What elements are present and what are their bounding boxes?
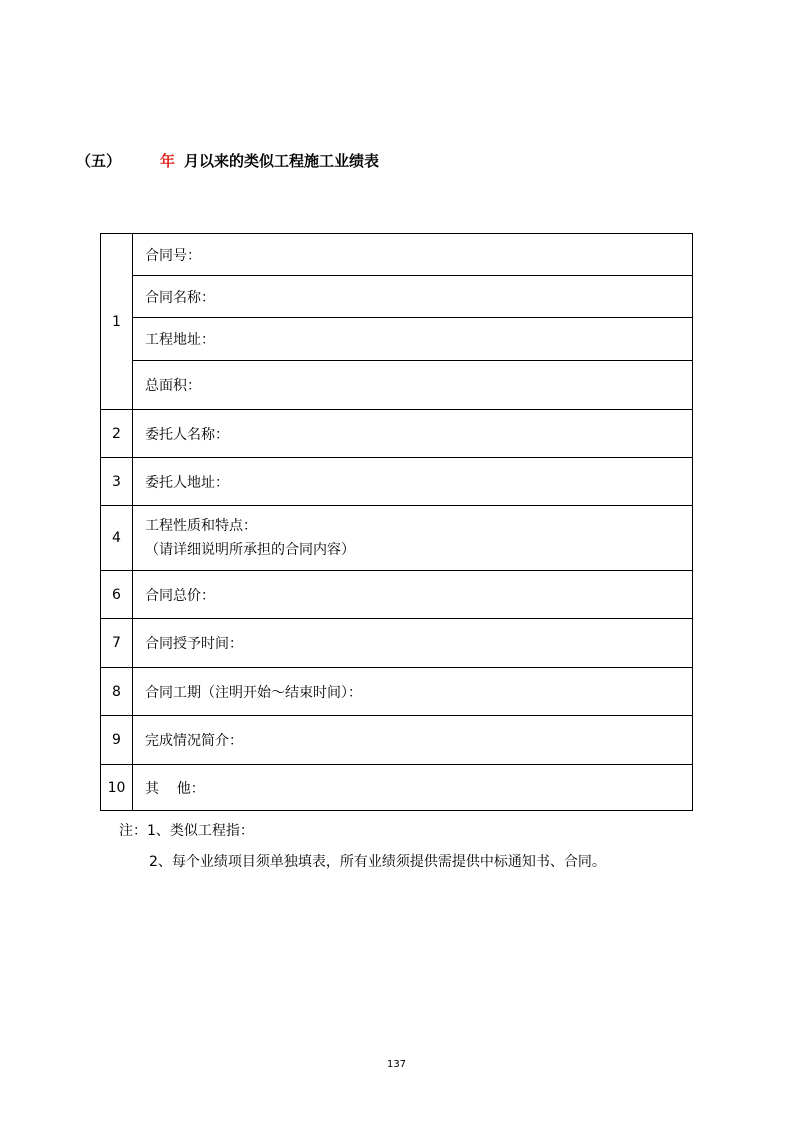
project-nature-hint: （请详细说明所承担的合同内容） [145, 542, 355, 558]
table-row [101, 234, 693, 276]
table-row [101, 716, 693, 765]
year-placeholder: 年 [160, 152, 176, 170]
row-number: 8 [101, 668, 133, 716]
project-address-field: 工程地址： [133, 318, 693, 361]
project-nature-label: 工程性质和特点： [145, 518, 257, 534]
table-row [101, 410, 693, 458]
project-nature-field [133, 506, 693, 571]
row-number: 2 [101, 410, 133, 458]
table-row [101, 668, 693, 716]
section-number: （五） [76, 152, 122, 170]
table-row [101, 571, 693, 619]
row-number: 10 [101, 765, 133, 811]
completion-summary-field: 完成情况简介： [133, 716, 693, 765]
table-row [101, 318, 693, 361]
contract-award-time-field: 合同授予时间： [133, 619, 693, 668]
table-row [101, 619, 693, 668]
row-number: 4 [101, 506, 133, 571]
total-area-field: 总面积： [133, 361, 693, 410]
row-number: 6 [101, 571, 133, 619]
table-row [101, 276, 693, 318]
table-row [101, 765, 693, 811]
contract-duration-field: 合同工期（注明开始～结束时间）： [133, 668, 693, 716]
table-row [101, 506, 693, 571]
contract-total-price-field: 合同总价： [133, 571, 693, 619]
row-number: 1 [101, 234, 133, 410]
client-name-field: 委托人名称： [133, 410, 693, 458]
performance-table [100, 233, 693, 811]
note-line-2: 2、每个业绩项目须单独填表，所有业绩须提供需提供中标通知书、合同。 [149, 854, 606, 870]
row-number: 9 [101, 716, 133, 765]
row-number: 7 [101, 619, 133, 668]
heading-title: 月以来的类似工程施工业绩表 [184, 152, 380, 170]
other-field: 其 他： [133, 765, 693, 811]
client-address-field: 委托人地址： [133, 458, 693, 506]
contract-number-field: 合同号： [133, 234, 693, 276]
table-row [101, 458, 693, 506]
table-row [101, 361, 693, 410]
contract-name-field: 合同名称： [133, 276, 693, 318]
row-number: 3 [101, 458, 133, 506]
note-line-1: 注：1、类似工程指： [119, 823, 254, 839]
page-number: 137 [386, 1059, 407, 1070]
